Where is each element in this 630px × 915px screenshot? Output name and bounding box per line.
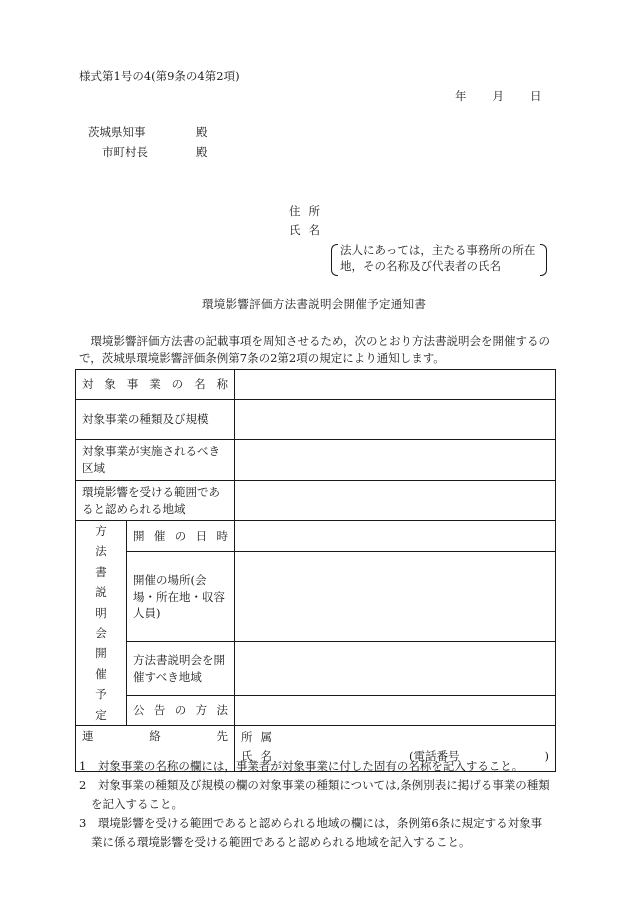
- field-project-type-scale[interactable]: [235, 400, 556, 440]
- label-plan-group: 方 法 書 説 明 会 開 催 予 定: [76, 521, 127, 726]
- phone-close: ): [544, 748, 549, 763]
- date-line: [455, 88, 542, 105]
- label-project-area: 対象事業が実施されるべき区域: [76, 440, 235, 481]
- document-title: 環境影響評価方法書説明会開催予定通知書: [202, 297, 427, 311]
- label-contact: 連絡先: [76, 726, 235, 772]
- date-day: 日: [530, 89, 542, 103]
- note-item: 2 対象事業の種類及び規模の欄の対象事業の種類については,条例別表に掲げる事業の種類を記入すること。: [79, 778, 550, 811]
- label-project-name: 対象事業の名称: [76, 370, 235, 400]
- form-number: 様式第1号の4(第9条の4第2項): [79, 69, 240, 83]
- address-label: 住所: [289, 204, 328, 218]
- addressee-mayor: 市町村長: [102, 145, 148, 159]
- label-venue: 開催の場所(会場・所在地・収容人員): [127, 552, 235, 642]
- date-month: 月: [492, 89, 504, 103]
- field-announcement-method[interactable]: [235, 695, 556, 725]
- field-venue[interactable]: [235, 552, 556, 642]
- notes: [79, 757, 553, 852]
- label-project-type-scale: 対象事業の種類及び規模: [76, 400, 235, 440]
- affiliation-label: 所属: [241, 729, 280, 744]
- note-item: 3 環境影響を受ける範囲であると認められる地域の欄には，条例第6条に規定する対象事業に係る環境影響を受ける範囲であると認められる地域を記入すること。: [79, 816, 543, 849]
- field-project-name[interactable]: [235, 370, 556, 400]
- field-meeting-area[interactable]: [235, 642, 556, 695]
- contact-name-label: 氏名: [241, 748, 280, 763]
- phone-label: (電話番号: [409, 748, 460, 763]
- addressee-governor: 茨城県知事: [88, 125, 146, 139]
- honorific-governor: 殿: [196, 125, 208, 139]
- label-affected-area: 環境影響を受ける範囲であると認められる地域: [76, 481, 235, 521]
- field-project-area[interactable]: [235, 440, 556, 481]
- label-meeting-area: 方法書説明会を開催すべき地域: [127, 642, 235, 695]
- field-affected-area[interactable]: [235, 481, 556, 521]
- label-datetime: 開催の日時: [127, 521, 235, 552]
- name-label: 氏名: [289, 223, 328, 237]
- intro-paragraph: 環境影響評価方法書の記載事項を周知させるため，次のとおり方法書説明会を開催するので，茨城県環境影響評価条例第7条の2第2項の規定により通知します。: [79, 334, 551, 365]
- note-item: 1 対象事業の名称の欄には，事業者が対象事業に付した固有の名称を記入すること。: [79, 759, 524, 773]
- field-datetime[interactable]: [235, 521, 556, 552]
- notification-form-table: [75, 369, 556, 772]
- corporate-note: 法人にあっては，主たる事務所の所在地，その名称及び代表者の氏名: [340, 243, 536, 273]
- label-announcement-method: 公告の方法: [127, 695, 235, 725]
- date-year: 年: [455, 89, 467, 103]
- honorific-mayor: 殿: [196, 145, 208, 159]
- corporate-note-bracket: [331, 244, 547, 274]
